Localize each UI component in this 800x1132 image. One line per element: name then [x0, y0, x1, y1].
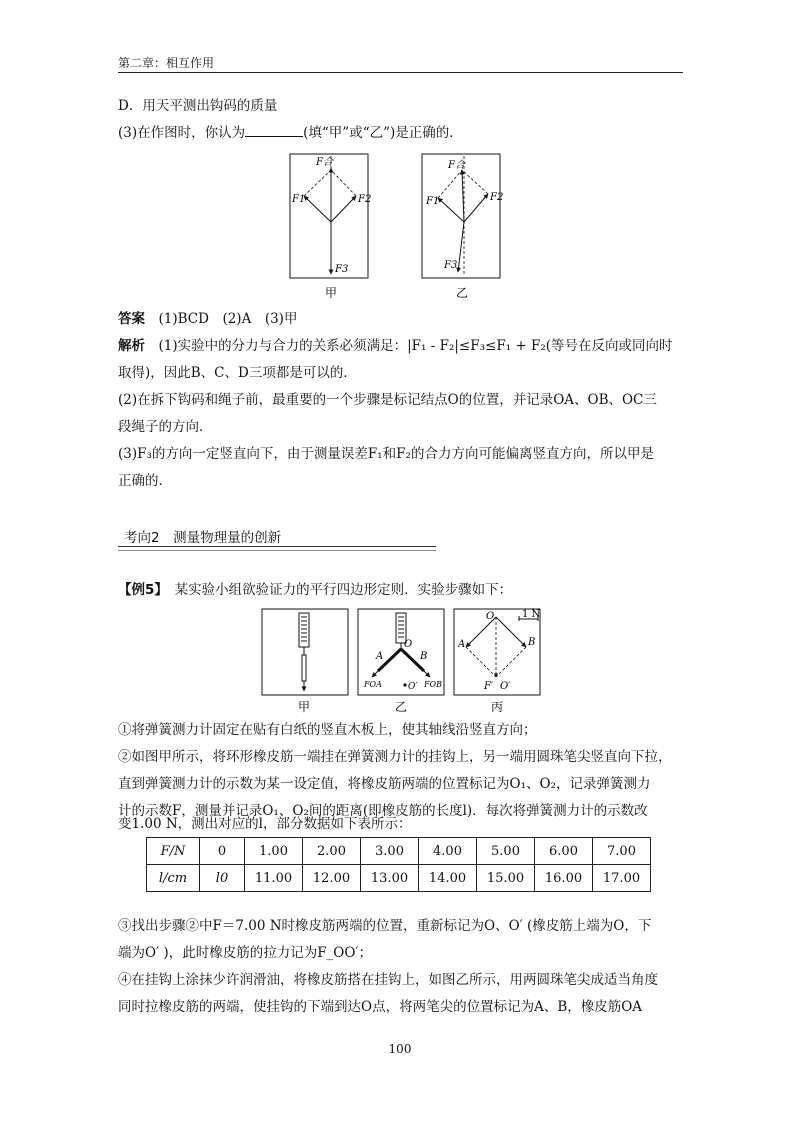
table-cell: 5.00	[477, 838, 535, 865]
table-cell: 16.00	[535, 865, 593, 892]
analysis-label: 解析	[118, 338, 145, 354]
table-cell: 1.00	[245, 838, 303, 865]
analysis-line-1	[118, 332, 683, 360]
panel-yi	[358, 609, 444, 695]
analysis-3b: 正确的．	[118, 473, 172, 489]
label-f3-jia: F3	[335, 264, 349, 275]
caption-c: 丙	[491, 700, 504, 714]
answer-label: 答案	[118, 311, 145, 327]
panel-bing	[454, 609, 541, 695]
section-title: 考向2 测量物理量的创新	[124, 530, 282, 546]
analysis-3a: (3)F₃的方向一定竖直向下，由于测量误差F₁和F₂的合力方向可能偏离竖直方向，所以甲是	[118, 446, 654, 462]
header-rule	[118, 72, 683, 73]
example-label: 【例5】	[118, 582, 162, 598]
label-fob: FOB	[424, 680, 442, 689]
table-cell: l/cm	[147, 865, 200, 892]
table-cell: 12.00	[303, 865, 361, 892]
table-cell: 13.00	[361, 865, 419, 892]
analysis-1a: (1)实验中的分力与合力的关系必须满足：|F₁ - F₂|≤F₃≤F₁ + F₂(等号在反向或同向时	[158, 338, 673, 354]
table-cell: 17.00	[593, 865, 651, 892]
label-o-bing: O	[486, 611, 495, 622]
table-cell: 7.00	[593, 838, 651, 865]
example-text: 某实验小组欲验证力的平行四边形定则．实验步骤如下：	[174, 582, 513, 598]
step-1: ①将弹簧测力计固定在贴有白纸的竖直木板上，使其轴线沿竖直方向；	[118, 722, 537, 738]
label-f2-yi: F2	[490, 192, 504, 203]
label-oprime-yi: O′	[408, 682, 418, 692]
table-cell: F/N	[147, 838, 200, 865]
step-4a: ④在挂钩上涂抹少许润滑油，将橡皮筋搭在挂钩上，如图乙所示，用两圆珠笔尖成适当角度	[118, 972, 658, 988]
table-cell: 11.00	[245, 865, 303, 892]
label-a-bing: A	[458, 639, 466, 650]
analysis-2b: 段绳子的方向．	[118, 419, 213, 435]
question-3-prefix: (3)在作图时，你认为	[118, 125, 246, 141]
answer-text: (1)BCD (2)A (3)甲	[158, 311, 298, 327]
label-f1-jia: F1	[292, 194, 306, 205]
step-2d: 变1.00 N，测出对应的l，部分数据如下表所示：	[118, 816, 412, 832]
section-heading	[118, 522, 436, 548]
step-2c: 计的示数F，测量并记录O₁、O₂间的距离(即橡皮筋的长度l)．每次将弹簧测力计的示数改	[118, 803, 648, 819]
table-cell: l0	[200, 865, 245, 892]
label-fhe-yi: F合	[448, 160, 465, 171]
table-cell: 14.00	[419, 865, 477, 892]
label-f3-yi: F3	[444, 260, 458, 271]
diagram-jia	[290, 154, 371, 278]
rubber-band-figure	[260, 607, 550, 715]
label-b-bing: B	[528, 637, 536, 648]
table-cell: 0	[200, 838, 245, 865]
step-2b: 直到弹簧测力计的示数为某一设定值，将橡皮筋两端的位置标记为O₁、O₂，记录弹簧测力	[118, 776, 651, 792]
caption-jia: 甲	[325, 286, 338, 300]
label-foa: FOA	[364, 680, 382, 689]
step-3a: ③找出步骤②中F＝7.00 N时橡皮筋两端的位置，重新标记为O、O′ (橡皮筋上端为O，下	[118, 918, 652, 934]
label-oprime-bing: O′	[500, 681, 511, 692]
label-b-yi: B	[420, 651, 428, 662]
question-3-suffix: (填“甲”或“乙”)是正确的．	[303, 125, 463, 141]
answer-blank	[245, 122, 303, 137]
force-diagram-figure	[288, 152, 512, 300]
label-o-yi: O	[404, 639, 413, 650]
answer-line	[118, 305, 683, 333]
panel-jia	[262, 609, 348, 695]
table-cell: 6.00	[535, 838, 593, 865]
analysis-2a: (2)在拆下钩码和绳子前，最重要的一个步骤是标记结点O的位置，并记录OA、OB、OC三	[118, 392, 657, 408]
step-4b: 同时拉橡皮筋的两端，使挂钩的下端到达O点，将两笔尖的位置标记为A、B，橡皮筋OA	[118, 999, 643, 1015]
question-3	[118, 119, 683, 147]
data-table	[146, 837, 651, 892]
step-2a: ②如图甲所示，将环形橡皮筋一端挂在弹簧测力计的挂钩上，另一端用圆珠笔尖竖直向下拉，	[118, 749, 672, 765]
table-row	[147, 865, 651, 892]
table-cell: 2.00	[303, 838, 361, 865]
caption-yi: 乙	[456, 286, 469, 300]
example-line	[118, 576, 683, 604]
table-cell: 15.00	[477, 865, 535, 892]
table-cell: 4.00	[419, 838, 477, 865]
label-f1-yi: F1	[426, 196, 440, 207]
diagram-yi	[422, 154, 503, 278]
label-fprime: F′	[484, 681, 494, 692]
analysis-1b: 取得)，因此B、C、D三项都是可以的．	[118, 365, 357, 381]
label-fhe-jia: F合	[316, 157, 333, 168]
caption-b: 乙	[395, 700, 408, 714]
label-scale: 1 N	[522, 609, 541, 620]
step-3b: 端为O′ )，此时橡皮筋的拉力记为F_OO′；	[118, 945, 373, 961]
chapter-header: 第二章：相互作用	[118, 56, 215, 70]
label-f2-jia: F2	[358, 194, 372, 205]
table-row	[147, 838, 651, 865]
caption-a: 甲	[298, 700, 311, 714]
page-number: 100	[388, 1042, 412, 1056]
option-d: D．用天平测出钩码的质量	[118, 98, 278, 114]
table-cell: 3.00	[361, 838, 419, 865]
label-a-yi: A	[376, 651, 384, 662]
